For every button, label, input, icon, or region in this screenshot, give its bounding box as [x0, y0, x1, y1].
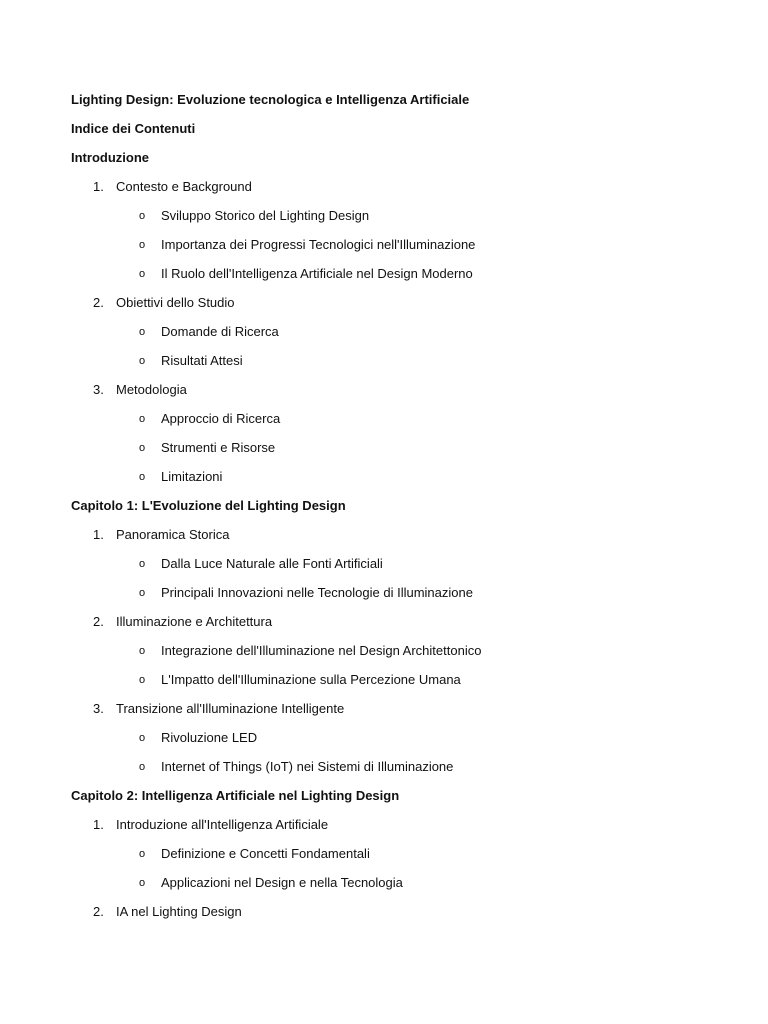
toc-subitem: [71, 583, 711, 612]
toc-subitem: [71, 438, 711, 467]
toc-item-number: 2.: [93, 904, 104, 919]
hollow-bullet-icon: o: [139, 732, 146, 744]
toc-heading: Indice dei Contenuti: [71, 121, 196, 136]
toc-item: [71, 293, 711, 322]
toc-subitem-label: Internet of Things (IoT) nei Sistemi di Illuminazione: [161, 759, 454, 774]
toc-subitem: [71, 264, 711, 293]
hollow-bullet-icon: o: [139, 239, 146, 251]
hollow-bullet-icon: o: [139, 413, 146, 425]
toc-sections: [71, 148, 711, 931]
toc-subitem-label: Dalla Luce Naturale alle Fonti Artificiali: [161, 556, 383, 571]
hollow-bullet-icon: o: [139, 877, 146, 889]
toc-item: [71, 380, 711, 409]
toc-item-number: 2.: [93, 295, 104, 310]
hollow-bullet-icon: o: [139, 442, 146, 454]
toc-subitem-label: Importanza dei Progressi Tecnologici nell'Illuminazione: [161, 237, 476, 252]
toc-subitem-label: Limitazioni: [161, 469, 223, 484]
toc-item: [71, 612, 711, 641]
toc-subitem-label: Rivoluzione LED: [161, 730, 258, 745]
toc-item-number: 3.: [93, 382, 104, 397]
toc-subitem: [71, 554, 711, 583]
document-page: [71, 90, 711, 931]
toc-subitem: [71, 757, 711, 786]
toc-item: [71, 902, 711, 931]
section-heading: Capitolo 2: Intelligenza Artificiale nel Lighting Design: [71, 788, 400, 803]
toc-item-label: Obiettivi dello Studio: [116, 295, 235, 310]
toc-item: [71, 177, 711, 206]
toc-subitem: [71, 467, 711, 496]
toc-item-label: Panoramica Storica: [116, 527, 230, 542]
toc-subitem-label: Approccio di Ricerca: [161, 411, 281, 426]
section-heading: Capitolo 1: L'Evoluzione del Lighting Design: [71, 498, 346, 513]
hollow-bullet-icon: o: [139, 471, 146, 483]
section-heading: Introduzione: [71, 150, 149, 165]
toc-item-number: 1.: [93, 527, 104, 542]
toc-subitem: [71, 409, 711, 438]
document-title: Lighting Design: Evoluzione tecnologica e Intelligenza Artificiale: [71, 92, 470, 107]
toc-subitem-label: Definizione e Concetti Fondamentali: [161, 846, 370, 861]
hollow-bullet-icon: o: [139, 326, 146, 338]
toc-item-label: IA nel Lighting Design: [116, 904, 242, 919]
toc-subitem-label: Strumenti e Risorse: [161, 440, 276, 455]
hollow-bullet-icon: o: [139, 268, 146, 280]
toc-subitem-label: Principali Innovazioni nelle Tecnologie di Illuminazione: [161, 585, 473, 600]
hollow-bullet-icon: o: [139, 848, 146, 860]
hollow-bullet-icon: o: [139, 355, 146, 367]
toc-subitem: [71, 728, 711, 757]
toc-subitem-label: Domande di Ricerca: [161, 324, 279, 339]
hollow-bullet-icon: o: [139, 558, 146, 570]
toc-item-label: Metodologia: [116, 382, 187, 397]
toc-subitem: [71, 351, 711, 380]
toc-subitem: [71, 235, 711, 264]
toc-item-label: Transizione all'Illuminazione Intelligente: [116, 701, 345, 716]
toc-subitem: [71, 641, 711, 670]
toc-item-label: Illuminazione e Architettura: [116, 614, 273, 629]
toc-subitem-label: Integrazione dell'Illuminazione nel Design Architettonico: [161, 643, 482, 658]
toc-subitem-label: Risultati Attesi: [161, 353, 243, 368]
hollow-bullet-icon: o: [139, 587, 146, 599]
toc-item-number: 3.: [93, 701, 104, 716]
toc-subitem: [71, 844, 711, 873]
toc-subitem-label: L'Impatto dell'Illuminazione sulla Percezione Umana: [161, 672, 461, 687]
toc-item: [71, 815, 711, 844]
toc-subitem-label: Il Ruolo dell'Intelligenza Artificiale nel Design Moderno: [161, 266, 473, 281]
toc-item: [71, 525, 711, 554]
hollow-bullet-icon: o: [139, 761, 146, 773]
hollow-bullet-icon: o: [139, 674, 146, 686]
toc-item-number: 1.: [93, 179, 104, 194]
hollow-bullet-icon: o: [139, 210, 146, 222]
toc-subitem: [71, 670, 711, 699]
hollow-bullet-icon: o: [139, 645, 146, 657]
toc-subitem: [71, 206, 711, 235]
toc-item-label: Contesto e Background: [116, 179, 252, 194]
toc-subitem-label: Applicazioni nel Design e nella Tecnologia: [161, 875, 403, 890]
toc-subitem: [71, 322, 711, 351]
toc-item-number: 2.: [93, 614, 104, 629]
toc-subitem: [71, 873, 711, 902]
toc-item: [71, 699, 711, 728]
toc-item-number: 1.: [93, 817, 104, 832]
toc-item-label: Introduzione all'Intelligenza Artificiale: [116, 817, 329, 832]
toc-subitem-label: Sviluppo Storico del Lighting Design: [161, 208, 370, 223]
